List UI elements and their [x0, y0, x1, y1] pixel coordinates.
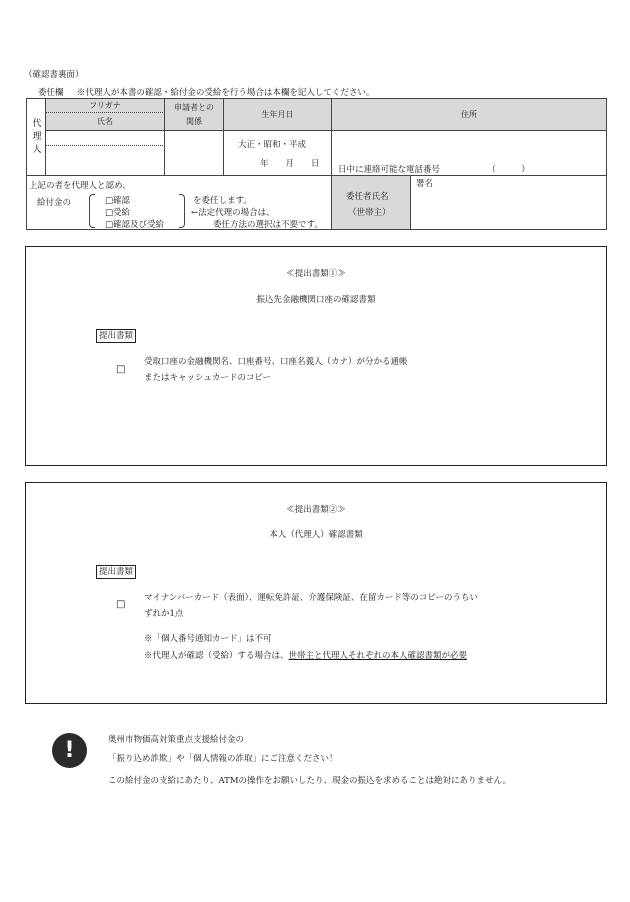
option-confirm[interactable]: □確認 — [105, 196, 131, 206]
doc1-label: 提出書類 — [96, 329, 136, 343]
furigana-label: フリガナ — [89, 101, 121, 110]
doc2-line1: マイナンバーカード（表面）、運転免許証、介護保険証、在留カード等のコピーのうちい — [144, 593, 479, 603]
address-header — [331, 98, 607, 131]
warning-line3: この給付金の支給にあたり、ATMの操作をお願いしたり、現金の振込を求めることは絶対にありません。 — [108, 776, 512, 786]
exclamation-glyph: ! — [64, 738, 75, 763]
delegator-label: 委任者氏名 — [346, 192, 389, 202]
signature-label: 署名 — [416, 179, 434, 189]
relation-input-cell[interactable] — [164, 130, 224, 176]
delegator-sub: （世帯主） — [348, 208, 391, 218]
doc2-label: 提出書類 — [96, 565, 136, 579]
year-month-day: 年 月 日 — [260, 159, 320, 169]
proxy-side-label: 代理人 — [30, 117, 41, 157]
name-label: 氏名 — [97, 117, 113, 126]
phone-label: 日中に連絡可能な電話番号 — [338, 165, 441, 175]
doc1-checkbox[interactable]: □ — [116, 364, 126, 375]
delegation-header — [38, 86, 374, 98]
phone-paren: （ ） — [487, 165, 530, 175]
doc1-subtitle: 振込先金融機関口座の確認書類 — [256, 295, 376, 305]
document-box-2 — [25, 482, 607, 704]
delegation-text-cell — [26, 175, 332, 230]
furigana-header — [45, 98, 165, 113]
delegator-label-cell — [331, 175, 411, 230]
birthdate-label: 生年月日 — [261, 110, 294, 119]
doc2-line2: ずれか1点 — [144, 609, 184, 619]
doc1-title: ≪提出書類①≫ — [286, 269, 346, 279]
phone-row — [338, 163, 530, 175]
birthdate-input-cell[interactable] — [223, 130, 332, 176]
doc2-subtitle: 本人（代理人）確認書類 — [269, 530, 363, 540]
relation-header — [164, 98, 224, 131]
address-input-cell[interactable] — [331, 130, 607, 176]
proxy-side-label-cell — [26, 98, 46, 176]
option-confirm-and-receive[interactable]: □確認及び受給 — [105, 220, 165, 230]
warning-line2: 「振り込め詐欺」や「個人情報の詐取」にご注意ください！ — [108, 754, 338, 764]
relation-label: 申請者との関係 — [174, 102, 214, 126]
option-receive[interactable]: □受給 — [105, 208, 131, 218]
doc2-note2-prefix: ※代理人が確認（受給）する場合は、 — [144, 651, 289, 661]
address-label: 住所 — [461, 110, 477, 119]
delegation-label: 委任欄 — [38, 88, 64, 98]
doc1-line2: またはキャッシュカードのコピー — [144, 373, 271, 383]
name-header — [45, 112, 165, 131]
delegation-prefix: 給付金の — [37, 198, 72, 208]
era-options: 大正・昭和・平成 — [238, 140, 307, 150]
delegation-note: ※代理人が本書の確認・給付金の受給を行う場合は本欄を記入してください。 — [76, 88, 375, 98]
delegation-line1: 上記の者を代理人と認め、 — [29, 181, 131, 191]
doc2-checkbox[interactable]: □ — [116, 599, 126, 610]
birthdate-header — [223, 98, 332, 131]
exclamation-icon — [52, 733, 87, 768]
doc2-note2 — [144, 649, 467, 661]
name-input-cell[interactable] — [45, 145, 165, 176]
options-left-bracket — [89, 194, 95, 228]
doc1-line1: 受取口座の金融機関名、口座番号、口座名義人（カナ）が分かる通帳 — [144, 357, 408, 367]
legal-note-line2: 委任方法の選択は不要です。 — [213, 220, 323, 230]
options-right-bracket — [179, 194, 185, 228]
legal-note-line1: ←法定代理の場合は、 — [191, 208, 275, 218]
document-box-1 — [25, 246, 607, 466]
doc2-title: ≪提出書類②≫ — [286, 505, 346, 515]
signature-cell[interactable] — [410, 175, 607, 230]
warning-line1: 奥州市物価高対策重点支援給付金の — [108, 735, 245, 745]
entrust-text: を委任します。 — [193, 196, 252, 206]
doc2-note1: ※「個人番号通知カード」は不可 — [144, 634, 272, 644]
reverse-side-title: （確認書裏面） — [24, 70, 84, 80]
furigana-input-cell[interactable] — [45, 130, 165, 146]
doc2-note2-emphasis: 世帯主と代理人それぞれの本人確認書類が必要 — [288, 651, 468, 661]
